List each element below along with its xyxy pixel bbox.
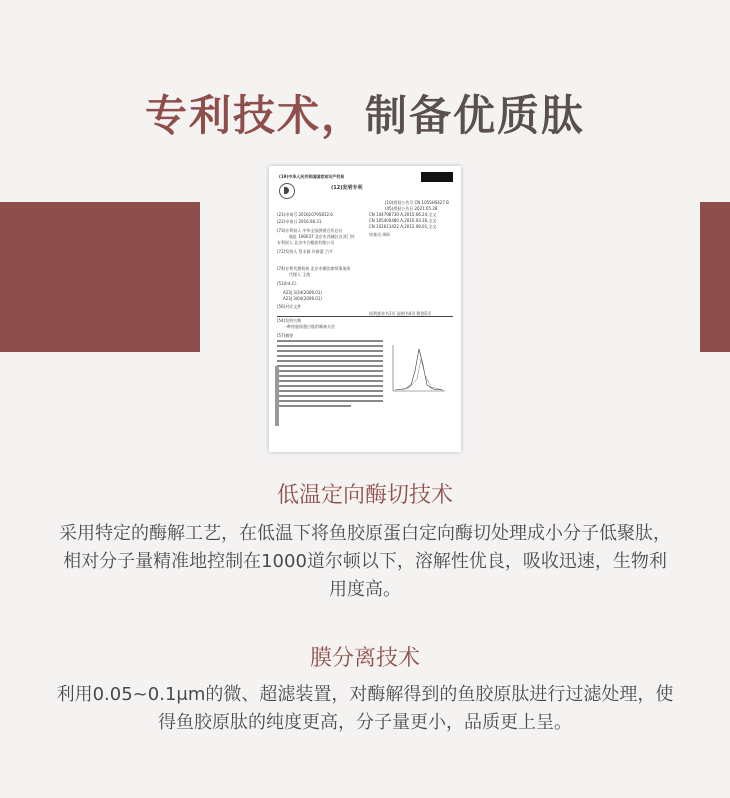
patent-line: (56)对比文件 — [277, 304, 302, 309]
patent-line: 代理人 王茜 — [289, 272, 311, 277]
patent-line: (73)专利权人 中华全国供销合作总社 — [277, 228, 343, 233]
divider — [277, 316, 453, 317]
section-body-membrane-separation: 利用0.05~0.1μm的微、超滤装置，对酶解得到的鱼胶原肽进行过滤处理，使得鱼胶原肽的纯度更高，分子量更小，品质更上呈。 — [56, 684, 674, 733]
title-rest: 制备优质肽 — [365, 91, 586, 141]
section-title-low-temp-enzymolysis: 低温定向酶切技术 — [276, 483, 453, 508]
patent-line: 地址 100037 北京市西城区宣武门外 — [289, 234, 355, 239]
patent-line: (54)发明名称 — [277, 318, 302, 323]
patent-line: 一种鱼胶原蛋白肽的制备方法 — [283, 324, 335, 329]
decorative-band-left — [0, 202, 200, 352]
patent-office-header: (19)中华人民共和国国家知识产权局 — [279, 174, 345, 179]
patent-line: CN 105400480 A,2016.03.16,全文 — [369, 218, 437, 223]
patent-line: A23J 3/34(2006.01) — [283, 290, 322, 295]
patent-line: (72)发明人 蔡丰源 许新蕾 吕平 — [277, 249, 334, 254]
patent-line: 审查员 周昕 — [369, 232, 391, 237]
decorative-band-right — [700, 202, 730, 352]
patent-line: A23J 3/04(2006.01) — [283, 296, 322, 301]
patent-line: CN 104798730 A,2015.06.24,全文 — [369, 212, 437, 217]
patent-line: (57)摘要 — [277, 333, 294, 338]
section-body-low-temp-enzymolysis: 采用特定的酶解工艺，在低温下将鱼胶原蛋白定向酶切处理成小分子低聚肽，相对分子量精准地控制在1000道尔顿以下，溶解性优良，吸收迅速，生物利用度高。 — [59, 523, 671, 600]
abstract-figure — [387, 341, 449, 397]
redaction-block — [421, 172, 453, 182]
patent-office-logo-icon — [279, 183, 295, 199]
section-title-membrane-separation: 膜分离技术 — [309, 646, 420, 671]
patent-line: (51)Int.Cl. — [277, 281, 297, 286]
patent-line: CN 102613422 A,2012.08.01,全文 — [369, 224, 437, 229]
patent-line: (10)授权公告号 CN 105SHS427 B — [385, 200, 449, 205]
patent-line: (74)专利代理机构 北京市柳沈律师事务所 — [277, 266, 351, 271]
vertical-stamp — [275, 366, 279, 426]
page-title — [0, 88, 730, 144]
patent-line: 专利权人 北京中合粮油有限公司 — [277, 240, 335, 245]
patent-line: (45)授权公告日 2021.05.28 — [385, 206, 438, 211]
patent-line: (21)申请号 201610795812.6 — [277, 212, 333, 217]
title-accent: 专利技术， — [144, 91, 365, 141]
patent-footer: 权利要求书1页 说明书4页 附图1页 — [369, 311, 432, 316]
patent-doc-type: (12)发明专利 — [331, 185, 363, 191]
patent-line: (22)申请日 2016.08.31 — [277, 219, 322, 224]
patent-document-image — [269, 166, 461, 452]
abstract-text-block — [277, 340, 383, 407]
